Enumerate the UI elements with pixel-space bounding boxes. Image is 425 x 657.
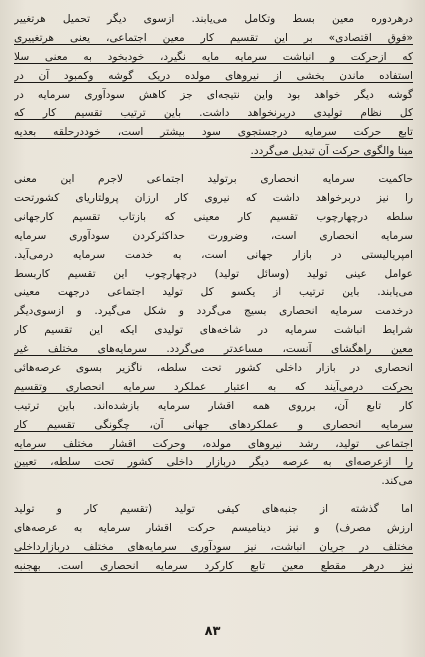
- paragraph: [14, 170, 413, 491]
- text-line: مختلف در جریان انباشت، نیز سودآوری سرمایه‌های مختلف دربازارداخلی: [14, 541, 413, 554]
- text-line: انحصاری در بازار داخلی کشور تحت سلطه، ناگزیر بسوی عرصه‌هائی: [14, 362, 413, 375]
- text-line: مینا والگوی حرکت آن تبدیل می‌گردد.: [250, 145, 413, 158]
- text-line: گوشه دیگر خواهد بود واین نتیجه‌ای جز کاهش سودآوری سرمایه در: [14, 88, 413, 101]
- text-line: را ازعرصه‌ای به عرصه دیگر دربازار داخلی کشور تحت سلطه، تعیین: [14, 456, 413, 469]
- text-line: اجتماعی تولید، رشد نیروهای مولده، وحرکت اقشار مختلف سرمایه: [14, 437, 413, 450]
- text-line: تابع حرکت سرمایه درجستجوی سود بیشتر است، خوددرحلقه بعدیه: [14, 126, 413, 139]
- text-line: که ازحرکت و انباشت سرمایه مایه نگیرد، خودبخود به معنی سلا: [14, 50, 413, 63]
- page-number: ۸۳: [204, 624, 221, 639]
- text-line: درهردوره معین بسط وتکامل می‌یابند. ازسوی دیگر تحمیل هرتغییر: [14, 13, 413, 25]
- paragraph-gap: [14, 161, 413, 170]
- text-line: استفاده ماندن بخشی از نیروهای مولده دریک گوشه وکمبود آن در: [14, 69, 413, 82]
- text-line: معین راهگشای آنست، مساعدتر می‌گردد. سرمایه‌های مختلف غیر: [14, 343, 413, 356]
- text-line: سلطه درچهارچوب تقسیم کار معینی که بازتاب تقسیم کارجهانی: [14, 210, 413, 223]
- text-line: بحرکت درمی‌آیند که به اعتبار عملکرد سرمایه انحصاری وتقسیم: [14, 380, 413, 393]
- text-line: نیز درهر مقطع معین تابع کارکرد سرمایه انحصاری است. بهجنبه: [14, 559, 413, 572]
- text-line: سرمایه انحصاری است، وضرورت حداکثرکردن سودآوری سرمایه: [14, 229, 413, 242]
- paragraph-gap: [14, 491, 413, 500]
- text-line: اما گذشته از جنبه‌های کیفی تولید (تقسیم کار و تولید: [14, 503, 413, 516]
- text-line: درخدمت سرمایه انحصاری بسیج می‌گردد و شکل می‌گیرد. و ازسوی‌دیگر: [14, 305, 413, 318]
- text-line: شرایط انباشت سرمایه در شاخه‌های تولیدی ایکه این تقسیم کار: [14, 324, 413, 337]
- text-line: کار تابع آن، برروی همه اقشار سرمایه بازشده‌اند. باین ترتیب: [14, 399, 413, 412]
- text-line: عوامل عینی تولید (وسائل تولید) درچهارچوب این تقسیم کاربسط: [14, 267, 413, 280]
- paragraph: [14, 500, 413, 576]
- text-line: می‌کند.: [381, 475, 413, 488]
- text-line: می‌یابند. باین ترتیب از یکسو کل تولید اجتماعی درجهت معینی: [14, 286, 413, 299]
- text-line: ارزش مصرف) و نیز دینامیسم حرکت اقشار سرمایه به عرصه‌های: [14, 522, 413, 535]
- text-line: «فوق اقتصادی» بر این تقسیم کار معین اجتماعی، یعنی هرتغییری: [14, 31, 413, 44]
- text-line: حاکمیت سرمایه انحصاری برتولید اجتماعی لاجرم این معنی: [14, 173, 413, 186]
- body-text: [14, 10, 413, 576]
- text-line: را نیز دربرخواهد داشت که نیروی کار ارزان پرولتاریای کشورتحت: [14, 192, 413, 205]
- text-line: امپریالیستی در بازار جهانی است، به خدمت سرمایه درمی‌آید.: [14, 248, 413, 261]
- text-line: کل نظام تولیدی دربرنخواهد داشت. باین ترتیب تقسیم کار که: [14, 107, 413, 120]
- text-line: سرمایه انحصاری و عملکردهای جهانی آن، چگونگی تقسیم کار: [14, 418, 413, 431]
- paragraph: [14, 10, 413, 161]
